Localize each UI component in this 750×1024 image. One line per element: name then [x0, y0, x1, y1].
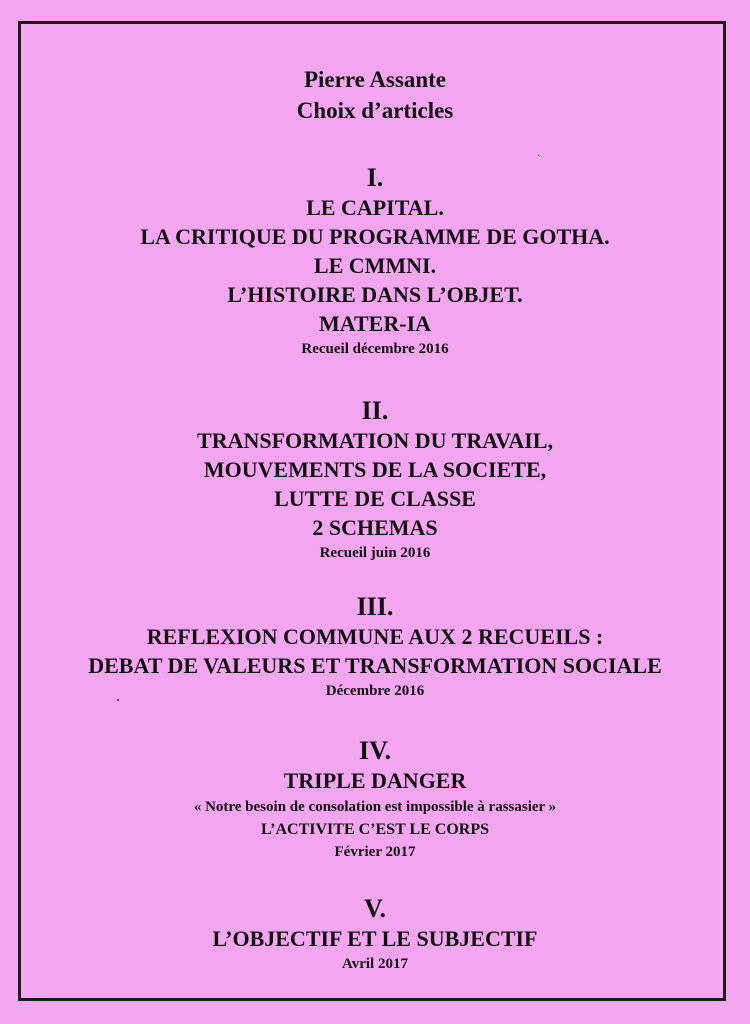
- section-date: Recueil juin 2016: [319, 545, 431, 561]
- section-date: Avril 2017: [342, 956, 408, 972]
- header: [0, 64, 750, 126]
- section-title-line: TRIPLE DANGER: [283, 768, 467, 793]
- section-numeral: V.: [364, 894, 386, 923]
- section-extra-line: L’ACTIVITE C’EST LE CORPS: [260, 821, 490, 838]
- scan-speck: [117, 699, 119, 701]
- section-title-line: TRANSFORMATION DU TRAVAIL,: [197, 428, 553, 453]
- section-date: Décembre 2016: [325, 683, 425, 699]
- section-5: [0, 894, 750, 975]
- section-title-line: MOUVEMENTS DE LA SOCIETE,: [203, 457, 547, 482]
- collection-subtitle: Choix d’articles: [296, 98, 454, 123]
- scan-speck: [538, 155, 539, 156]
- section-1: [0, 163, 750, 360]
- section-numeral: II.: [361, 396, 389, 425]
- section-numeral: III.: [356, 592, 394, 621]
- section-quote: « Notre besoin de consolation est impossible à rassasier »: [193, 799, 557, 815]
- section-2: [0, 396, 750, 564]
- section-numeral: I.: [366, 163, 384, 192]
- section-title-line: DEBAT DE VALEURS ET TRANSFORMATION SOCIALE: [88, 653, 662, 678]
- section-date: Recueil décembre 2016: [301, 341, 449, 357]
- author-name: Pierre Assante: [303, 67, 446, 92]
- section-title-line: 2 SCHEMAS: [312, 515, 438, 540]
- section-4: [0, 736, 750, 863]
- section-title-line: MATER-IA: [318, 311, 432, 336]
- section-title-line: REFLEXION COMMUNE AUX 2 RECUEILS :: [146, 624, 604, 649]
- section-title-line: L’HISTOIRE DANS L’OBJET.: [227, 282, 523, 307]
- section-3: [0, 592, 750, 702]
- section-title-line: LUTTE DE CLASSE: [274, 486, 476, 511]
- section-title-line: LE CAPITAL.: [306, 195, 444, 220]
- section-date: Février 2017: [334, 844, 416, 860]
- section-title-line: LA CRITIQUE DU PROGRAMME DE GOTHA.: [140, 224, 610, 249]
- section-title-line: LE CMMNI.: [313, 253, 437, 278]
- section-title-line: L’OBJECTIF ET LE SUBJECTIF: [212, 926, 538, 951]
- section-numeral: IV.: [358, 736, 392, 765]
